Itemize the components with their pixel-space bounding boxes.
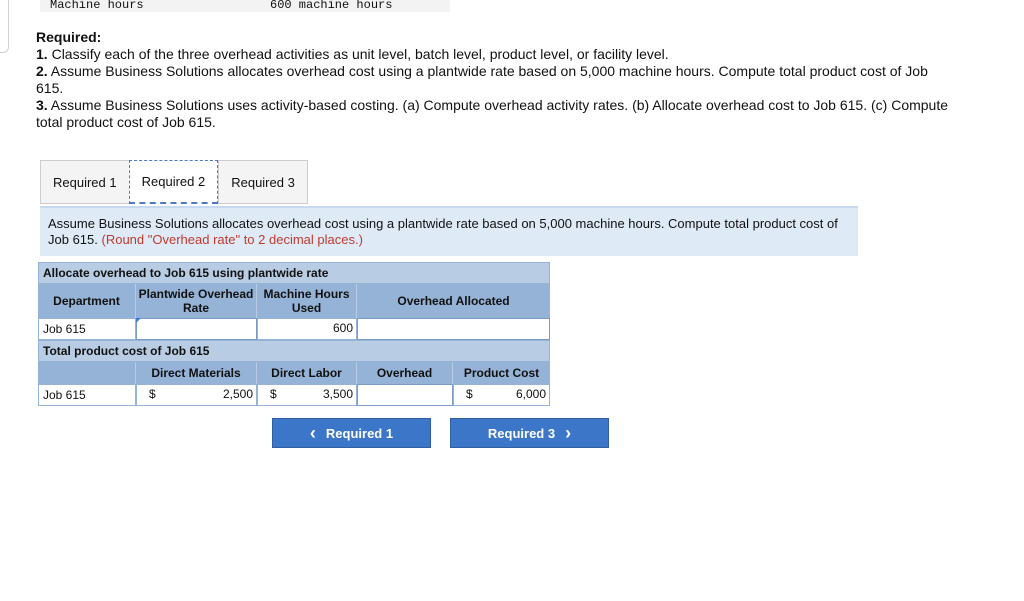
requirement-2: 2. Assume Business Solutions allocates overhead cost using a plantwide rate based on 5,000 machine hours. Compute total product cost of Job 615. [36,63,928,96]
rounding-note: (Round "Overhead rate" to 2 decimal places.) [101,232,363,247]
header-overhead: Overhead [357,362,453,384]
tab-required-2[interactable]: Required 2 [129,160,219,204]
header-direct-materials: Direct Materials [136,362,257,384]
prev-button-label: Required 1 [325,425,394,441]
panel-edge [0,0,9,53]
requirement-1: 1. Classify each of the three overhead activities as unit level, batch level, product level, or facility level. [36,46,669,62]
tab-required-1[interactable]: Required 1 [40,160,129,204]
requirement-3: 3. Assume Business Solutions uses activity-based costing. (a) Compute overhead activity rates. (b) Allocate overhead cost to Job 615. (c) Compute total product cost of Job 615. [36,97,949,130]
machine-hours-value: 600 machine hours [270,0,393,12]
machine-hours-row [40,0,450,12]
direct-labor-input[interactable]: $ 3,500 [257,384,357,406]
cost-title: Total product cost of Job 615 [38,340,550,362]
overhead-allocated-input[interactable] [357,318,550,340]
requirement-tabs [40,160,308,206]
chevron-left-icon: ‹ [309,422,316,443]
input-marker [136,318,141,323]
allocate-title: Allocate overhead to Job 615 using plantwide rate [38,262,550,284]
header-overhead-allocated: Overhead Allocated [357,284,550,318]
instructions-text: Assume Business Solutions allocates overhead cost using a plantwide rate based on 5,000 machine hours. Compute total product cost of Job 615. [48,216,838,247]
machine-hours-input[interactable]: 600 [257,318,357,340]
header-department: Department [38,284,136,318]
instructions [40,206,858,256]
product-cost-input[interactable]: $ 6,000 [453,384,550,406]
header-machine-hours: Machine Hours Used [257,284,357,318]
prev-required-button[interactable] [272,418,431,448]
next-button-label: Required 3 [487,425,556,441]
header-direct-labor: Direct Labor [257,362,357,384]
requirements [36,29,956,131]
next-required-button[interactable] [450,418,609,448]
machine-hours-label: Machine hours [50,0,144,12]
header-product-cost: Product Cost [453,362,550,384]
allocate-row-label: Job 615 [38,318,136,340]
header-plantwide-rate: Plantwide Overhead Rate [136,284,257,318]
overhead-input[interactable] [357,384,453,406]
header-blank [38,362,136,384]
tab-required-3[interactable]: Required 3 [218,160,308,204]
required-heading: Required: [36,29,102,45]
direct-materials-input[interactable]: $ 2,500 [136,384,257,406]
cost-row-label: Job 615 [38,384,136,406]
chevron-right-icon: › [565,422,572,443]
plantwide-rate-input[interactable] [136,318,257,340]
